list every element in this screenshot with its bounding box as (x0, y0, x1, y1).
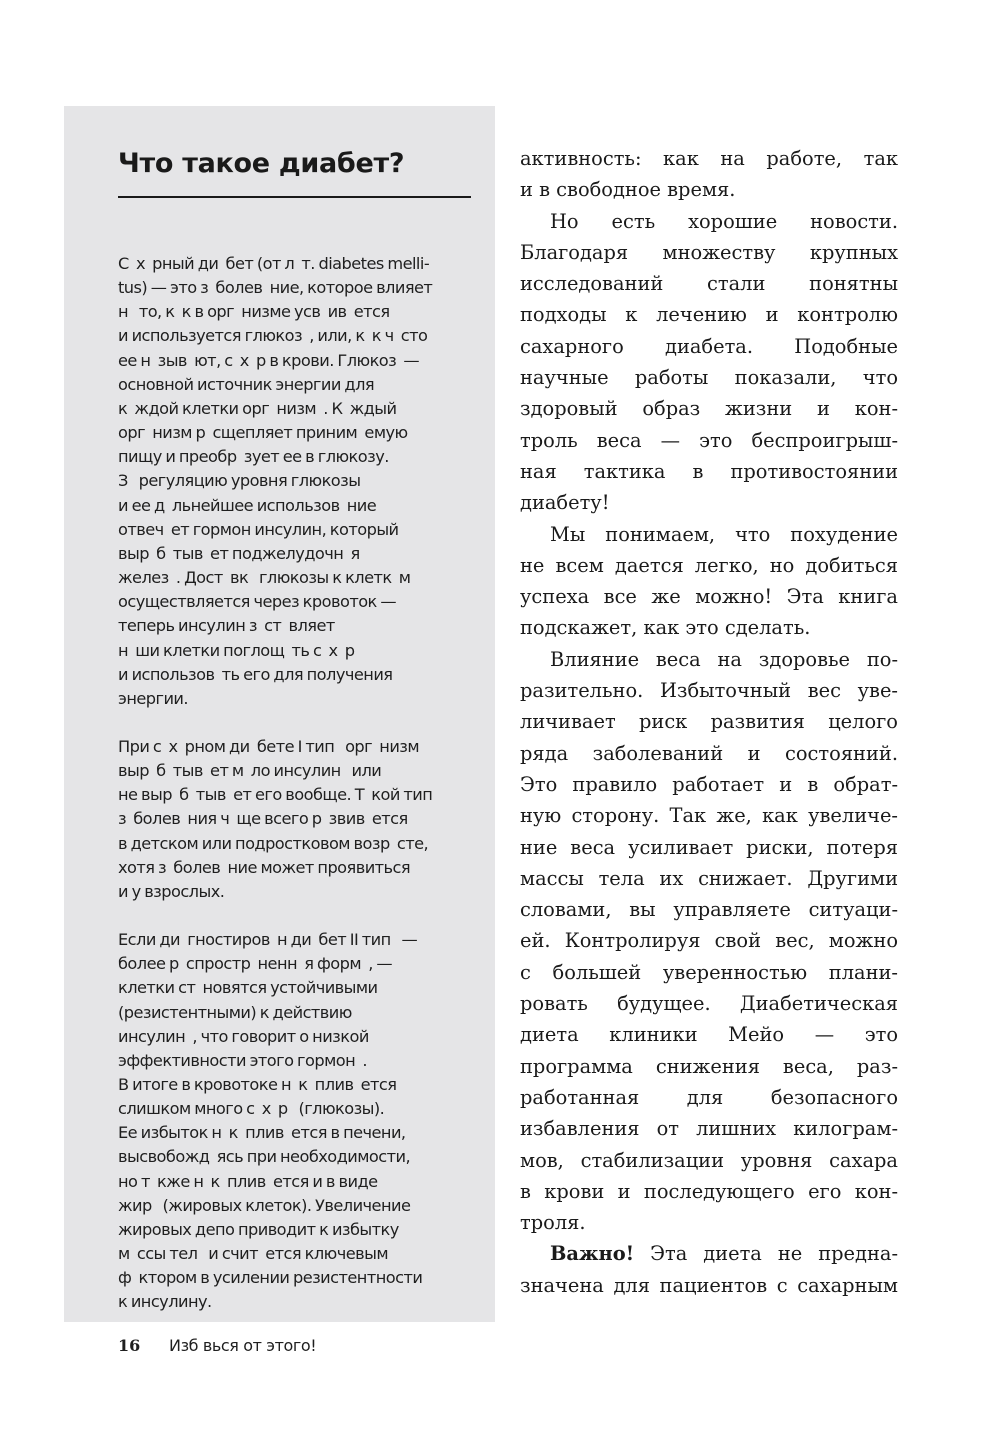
text-line: слишком много с х р (глюкозы). (118, 1099, 385, 1119)
text-line: не всем дается легко, но добиться (520, 553, 898, 577)
text-line: к ждой клетки орг низм . К ждый (118, 398, 397, 418)
text-line: осуществляется через кровоток — (118, 592, 397, 612)
text-line: З регуляцию уровня глюкозы (118, 471, 361, 491)
text-line: ряда заболеваний и состояний. (520, 741, 898, 765)
text-line: сахарного диабета. Подобные (520, 334, 898, 358)
text-line: троль веса — это беспроигрыш- (520, 428, 898, 452)
text-line: жир (жировых клеток). Увеличение (118, 1195, 411, 1215)
text-line: Но есть хорошие новости. (550, 209, 898, 233)
text-line: Влияние веса на здоровье по- (550, 647, 898, 671)
text-line: значена для пациентов с сахарным (520, 1273, 898, 1297)
text-line: ную сторону. Так же, как увеличе- (520, 804, 898, 828)
text-line: Если ди гностиров н ди бет II тип — (118, 930, 418, 950)
sidebar-paragraph (118, 252, 478, 711)
text-line: исследований стали понятны (520, 272, 898, 296)
text-line: энергии. (118, 688, 188, 708)
running-head: Изб вься от этого! (169, 1336, 317, 1355)
text-line: ей. Контролируя свой вес, можно (520, 929, 898, 953)
text-line: н то, к к в орг низме усв ив ется (118, 302, 390, 322)
text-line: Благодаря множеству крупных (520, 240, 898, 264)
text-line: ее н зыв ют, с х р в крови. Глюкоз — (118, 350, 420, 370)
text-line: в детском или подростковом возр сте, (118, 833, 429, 853)
sidebar-paragraph (118, 928, 478, 1315)
text-line: отвеч ет гормон инсулин, который (118, 519, 399, 539)
page-footer (118, 1336, 316, 1355)
text-line: подходы к лечению и контролю (520, 303, 898, 327)
text-line: Ее избыток н к плив ется в печени, (118, 1123, 406, 1143)
text-line: пищу и преобр зует ее в глюкозу. (118, 447, 389, 467)
text-line: н ши клетки поглощ ть с х р (118, 640, 355, 660)
sidebar-title-rule (118, 196, 471, 198)
text-line: м ссы тел и счит ется ключевым (118, 1244, 389, 1264)
text-line: орг низм р сщепляет приним емую (118, 423, 408, 443)
text-line: разительно. Избыточный вес уве- (520, 679, 898, 703)
text-line: При с х рном ди бете I тип орг низм (118, 736, 420, 756)
text-line: массы тела их снижает. Другими (520, 866, 898, 890)
text-line: з болев ния ч ще всего р звив ется (118, 809, 408, 829)
text-line: В итоге в кровотоке н к плив ется (118, 1075, 397, 1094)
text-line: диета клиники Мейо — это (520, 1023, 898, 1047)
text-line: выр б тыв ет поджелудочн я (118, 543, 360, 563)
text-line: и в свободное время. (520, 178, 736, 202)
text-line: более р спростр ненн я форм , — (118, 954, 393, 974)
text-line: выр б тыв ет м ло инсулин или (118, 761, 382, 781)
text-line: личивает риск развития целого (520, 710, 898, 734)
text-line: научные работы показали, что (520, 366, 898, 390)
text-line: ная тактика в противостоянии (520, 459, 898, 483)
text-line: словами, вы управляете ситуаци- (520, 898, 898, 922)
text-line: высвобожд ясь при необходимости, (118, 1147, 411, 1167)
text-line: но т кже н к плив ется и в виде (118, 1171, 378, 1191)
text-line: ние веса усиливает риски, потеря (520, 835, 898, 859)
text-line: и использов ть его для получения (118, 664, 393, 684)
text-line: С х рный ди бет (от л т. diabetes melli- (118, 254, 430, 273)
text-line: с большей уверенностью плани- (520, 960, 898, 984)
text-line: эффективности этого гормон . (118, 1050, 367, 1070)
sidebar-paragraph (118, 735, 478, 904)
text-fragment: Эта диета не предна- (634, 1242, 898, 1266)
text-line: tus) — это з болев ние, которое влияет (118, 278, 433, 298)
text-line: Мы понимаем, что похудение (550, 522, 898, 546)
text-line: избавления от лишних килограм- (520, 1117, 898, 1141)
body-paragraph (520, 206, 898, 519)
text-line: желез . Дост вк глюкозы к клетк м (118, 568, 411, 588)
text-line: программа снижения веса, раз- (520, 1054, 898, 1078)
text-line: инсулин , что говорит о низкой (118, 1026, 369, 1046)
text-line: клетки ст новятся устойчивыми (118, 978, 378, 998)
text-line: в крови и последующего его кон- (520, 1179, 898, 1203)
text-line: Это правило работает и в обрат- (520, 772, 898, 796)
text-line: теперь инсулин з ст вляет (118, 616, 335, 636)
text-line: к инсулину. (118, 1292, 212, 1312)
body-paragraph (520, 519, 898, 644)
sidebar-title: Что такое диабет? (118, 148, 405, 179)
text-line: ф ктором в усилении резистентности (118, 1268, 423, 1288)
text-line: диабету! (520, 491, 610, 515)
body-paragraph-important (520, 1238, 898, 1301)
text-line: подскажет, как это сделать. (520, 616, 811, 640)
body-paragraph (520, 143, 898, 206)
text-line: здоровый образ жизни и кон- (520, 397, 898, 421)
text-line: и у взрослых. (118, 881, 225, 901)
text-line: и ее д льнейшее использов ние (118, 495, 377, 515)
main-text-column (520, 143, 898, 1301)
text-line: основной источник энергии для (118, 374, 375, 394)
text-line: активность: как на работе, так (520, 147, 898, 170)
text-line: успеха все же можно! Эта книга (520, 585, 898, 609)
sidebar-body (118, 252, 478, 1339)
text-line: хотя з болев ние может проявиться (118, 857, 411, 877)
text-line: и используется глюкоз , или, к к ч сто (118, 326, 428, 346)
text-line (520, 1238, 898, 1269)
text-line: ровать будущее. Диабетическая (520, 992, 898, 1016)
body-paragraph (520, 644, 898, 1239)
text-line: работанная для безопасного (520, 1085, 898, 1109)
text-line: жировых депо приводит к избытку (118, 1219, 399, 1239)
text-line: троля. (520, 1211, 586, 1235)
text-line: мов, стабилизации уровня сахара (520, 1148, 898, 1172)
important-label: Важно! (550, 1242, 635, 1266)
text-line: не выр б тыв ет его вообще. Т кой тип (118, 785, 433, 805)
page-number: 16 (118, 1336, 141, 1355)
text-line: (резистентными) к действию (118, 1002, 352, 1022)
